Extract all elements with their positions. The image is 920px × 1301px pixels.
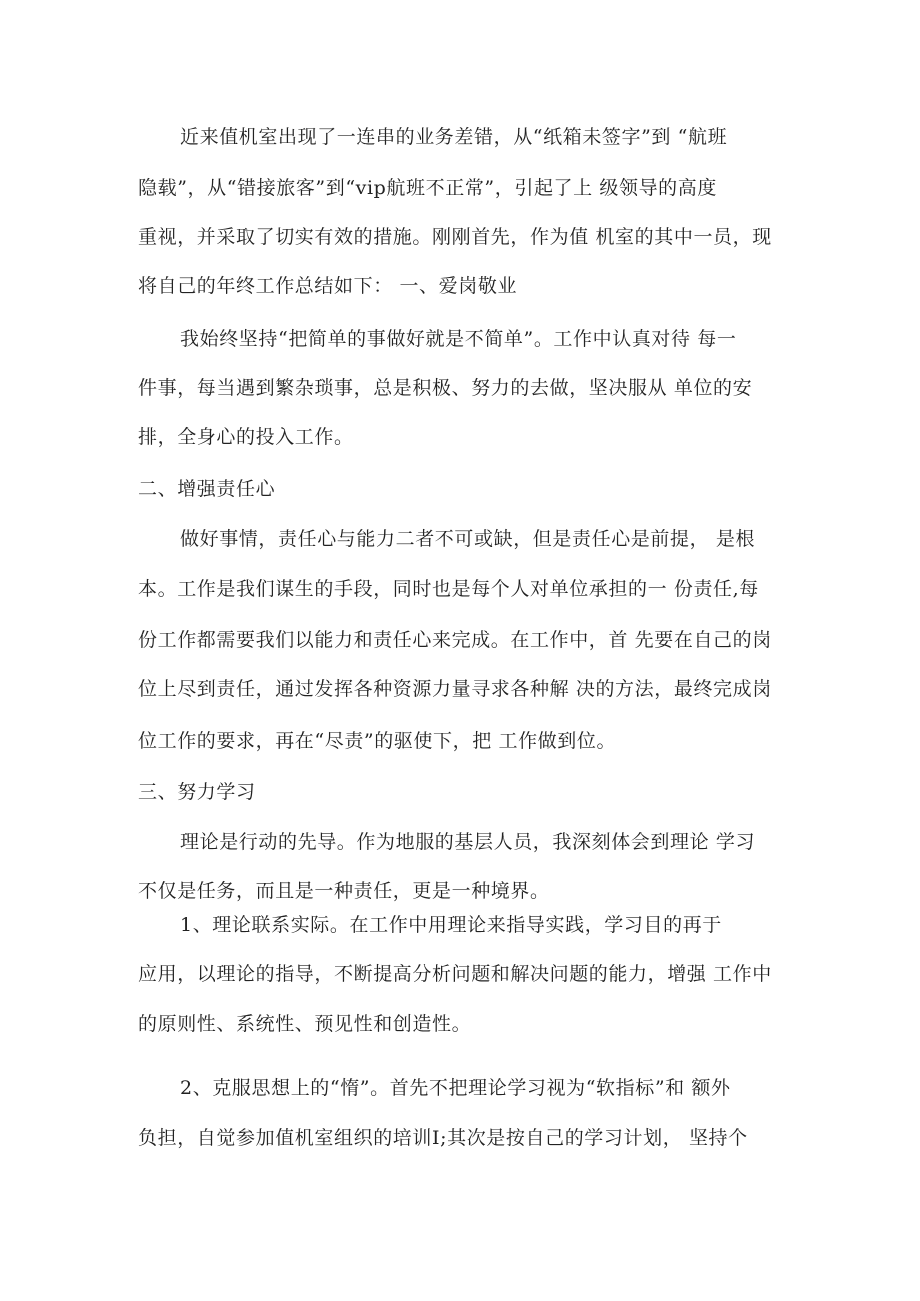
paragraph-5-line-1: 1、理论联系实际。在工作中用理论来指导实践，学习目的再于 [180, 914, 722, 936]
paragraph-4-line-1: 理论是行动的先导。作为地服的基层人员，我深刻体会到理论 学习 [180, 831, 756, 853]
paragraph-3-line-2: 本。工作是我们谋生的手段，同时也是每个人对单位承担的一 份责任,每 [138, 578, 759, 600]
paragraph-4-line-2: 不仅是任务，而且是一种责任，更是一种境界。 [138, 880, 550, 902]
paragraph-2-line-1: 我始终坚持“把简单的事做好就是不简单”。工作中认真对待 每一 [180, 328, 737, 350]
paragraph-2-line-2: 件事，每当遇到繁杂琐事，总是积极、努力的去做，坚决服从 单位的安 [138, 377, 753, 399]
paragraph-3-line-1: 做好事情，责任心与能力二者不可或缺，但是责任心是前提， 是根 [180, 528, 756, 550]
paragraph-1-line-4: 将自己的年终工作总结如下： 一、爱岗敬业 [138, 275, 518, 297]
paragraph-5-line-3: 的原则性、系统性、预见性和创造性。 [138, 1013, 472, 1035]
paragraph-1-line-2: 隐载”，从“错接旅客”到“vip航班不正常”，引起了上 级领导的高度 [138, 177, 717, 199]
section-heading-2: 二、增强责任心 [138, 478, 276, 500]
paragraph-3-line-4: 位上尽到责任，通过发挥各种资源力量寻求各种解 决的方法，最终完成岗 [138, 678, 772, 700]
paragraph-3-line-3: 份工作都需要我们以能力和责任心来完成。在工作中，首 先要在自己的岗 [138, 629, 772, 651]
section-heading-3: 三、努力学习 [138, 781, 256, 803]
paragraph-3-line-5: 位工作的要求，再在“尽责”的驱使下，把 工作做到位。 [138, 730, 617, 752]
paragraph-2-line-3: 排，全身心的投入工作。 [138, 426, 354, 448]
paragraph-5-line-2: 应用，以理论的指导，不断提高分析问题和解决问题的能力，增强 工作中 [138, 963, 772, 985]
paragraph-1-line-1: 近来值机室出现了一连串的业务差错，从“纸箱未签字”到 “航班 [180, 126, 728, 148]
paragraph-1-line-3: 重视，并采取了切实有效的措施。刚刚首先，作为值 机室的其中一员，现 [138, 226, 772, 248]
paragraph-6-line-1: 2、克服思想上的“惰”。首先不把理论学习视为“软指标”和 额外 [180, 1077, 731, 1099]
paragraph-6-line-2: 负担，自觉参加值机室组织的培训I;其次是按自己的学习计划， 坚持个 [138, 1127, 748, 1149]
